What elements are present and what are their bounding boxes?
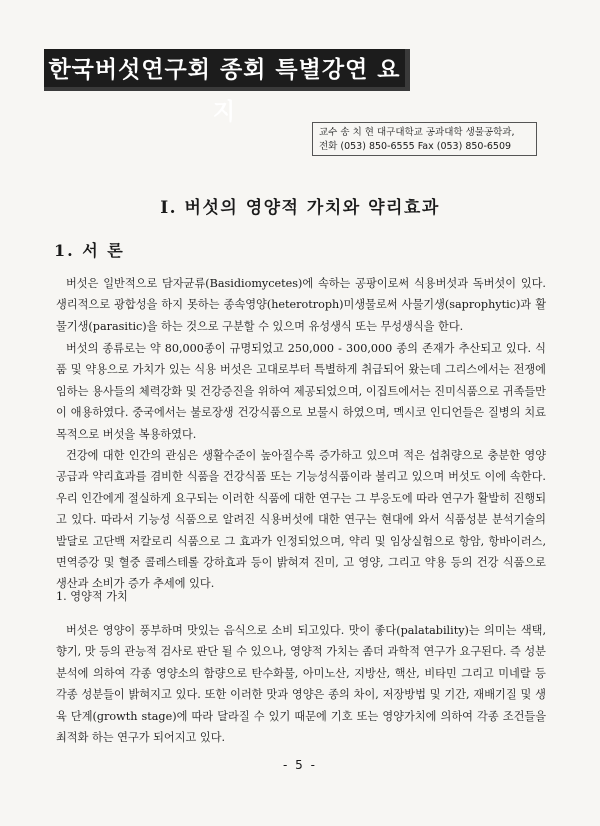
paragraph: 버섯은 일반적으로 담자균류(Basidiomycetes)에 속하는 공팡이로써 식용버섯과 독버섯이 있다. 생리적으로 광합성을 하지 못하는 종속영양(heterotroph)미생물로써 사물기생(saprophytic)과 활물기생(parasitic)을 하는 것으로 구분할 수 있으며 유성생식 또는 무성생식을 한다. <box>56 277 546 333</box>
paragraph: 버섯은 영양이 풍부하며 맛있는 음식으로 소비 되고있다. 맛이 좋다(palatability)는 의미는 색택, 향기, 맛 등의 관능적 검사로 판단 될 수 있으나, 영양적 가치는 좀더 과학적 연구가 요구된다. 즉 성분분석에 의하여 각종 영양소의 함량으로 탄수화물, 아미노산, 지방산, 핵산, 비타민 그리고 미네랄 등 각종 성분들이 밝혀지고 있다. 또한 이러한 맛과 영양은 종의 차이, 저장방법 및 기간, 재배기질 및 생육 단계(growth stage)에 따라 달라질 수 있기 때문에 기호 또는 영양가치에 의하여 각종 조건들을 최적화 하는 연구가 되어지고 있다. <box>56 624 546 745</box>
paragraph: 버섯의 종류로는 약 80,000종이 규명되었고 250,000 - 300,000 종의 존재가 추산되고 있다. 식품 및 약용으로 가치가 있는 식용 버섯은 고대로부터 특별하게 취급되어 왔는데 그리스에서는 전쟁에 임하는 용사들의 체력강화 및 건강증진을 위하여 제공되었으며, 이집트에서는 진미식품으로 귀족들만이 애용하였다. 중국에서는 불로장생 건강식품으로 보물시 하였으며, 멕시코 인디언들은 질병의 치료목적으로 버섯을 복용하였다. <box>56 342 546 441</box>
lecture-banner: 한국버섯연구회 종회 특별강연 요지 <box>44 49 410 91</box>
document-title: Ⅰ. 버섯의 영양적 가치와 약리효과 <box>160 198 440 218</box>
section-heading-introduction: 1. 서 론 <box>54 241 125 260</box>
page-number: - 5 - <box>283 758 317 772</box>
paragraph: 건강에 대한 인간의 관심은 생활수준이 높아질수록 증가하고 있으며 적은 섭취량으로 충분한 영양공급과 약리효과를 겸비한 식품을 건강식품 또는 기능성식품이라 불리고 있으며 버섯도 이에 속한다. 우리 인간에게 절실하게 요구되는 이러한 식품에 대한 연구는 그 부응도에 따라 연구가 활발히 진행되고 있다. 따라서 기능성 식품으로 알려진 식용버섯에 대한 연구는 현대에 와서 식품성분 분석기술의 발달로 고단백 저칼로리 식품으로 그 효과가 인정되었으며, 약리 및 임상실험으로 항암, 항바이러스, 면역증강 및 혈중 콜레스테롤 강하효과 등이 밝혀져 진미, 고 영양, 그리고 약용 등의 건강 식품으로 생산과 소비가 증가 추세에 있다. <box>56 449 546 591</box>
author-affiliation: 교수 송 치 현 대구대학교 공과대학 생물공학과, <box>319 127 515 138</box>
subsection-heading-nutritional-value: 1. 영양적 가치 <box>56 590 128 603</box>
author-phone-fax: 전화 (053) 850-6555 Fax (053) 850-6509 <box>319 141 512 152</box>
author-contact-box <box>312 122 537 156</box>
